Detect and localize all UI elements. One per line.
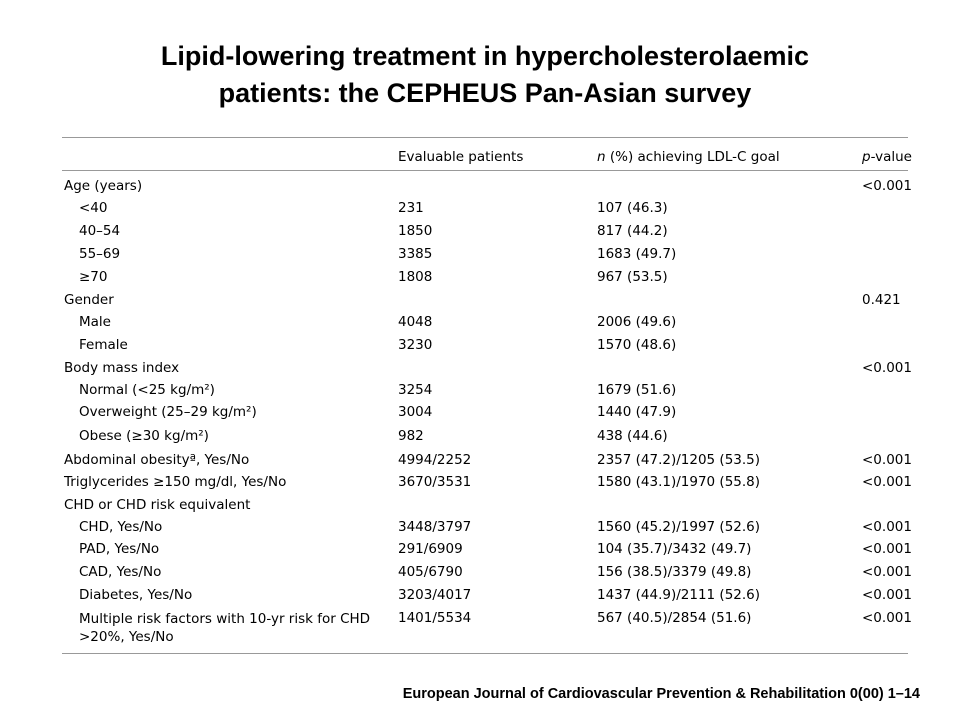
row-label: CHD, Yes/No [79,519,163,535]
row-label: Normal (<25 kg/m²) [79,382,215,398]
cell-evaluable: 3670/3531 [398,474,472,490]
header-achieving [597,149,780,165]
cell-pvalue: <0.001 [862,587,912,603]
row-label: CAD, Yes/No [79,564,162,580]
header-pvalue [862,149,912,165]
row-label: Abdominal obesityª, Yes/No [64,452,250,468]
header-achieving-rest: (%) achieving LDL-C goal [605,149,780,165]
cell-achieving: 1683 (49.7) [597,246,677,262]
cell-evaluable: 3448/3797 [398,519,472,535]
cell-achieving: 107 (46.3) [597,200,668,216]
cell-pvalue: <0.001 [862,452,912,468]
row-label: Multiple risk factors with 10-yr risk for CHD >20%, Yes/No [79,611,371,645]
header-pvalue-p: p [862,149,871,165]
row-label: 40–54 [79,223,121,239]
cell-achieving: 1580 (43.1)/1970 (55.8) [597,474,761,490]
cell-achieving: 2006 (49.6) [597,314,677,330]
cell-achieving: 438 (44.6) [597,428,668,444]
cell-achieving: 567 (40.5)/2854 (51.6) [597,610,752,626]
cell-evaluable: 1850 [398,223,433,239]
header-evaluable: Evaluable patients [398,149,524,165]
cell-pvalue: <0.001 [862,178,912,194]
row-label: Age (years) [64,178,143,194]
cell-evaluable: 3004 [398,404,433,420]
cell-achieving: 1437 (44.9)/2111 (52.6) [597,587,761,603]
row-label: Male [79,314,111,330]
cell-evaluable: 3254 [398,382,433,398]
cell-evaluable: 982 [398,428,424,444]
cell-evaluable: 1808 [398,269,433,285]
row-label: 55–69 [79,246,121,262]
row-label: Overweight (25–29 kg/m²) [79,404,257,420]
cell-pvalue: <0.001 [862,610,912,626]
cell-evaluable: 4994/2252 [398,452,472,468]
cell-achieving: 156 (38.5)/3379 (49.8) [597,564,752,580]
row-label: PAD, Yes/No [79,541,160,557]
table-header-rule [62,170,908,171]
table-bottom-rule [62,653,908,654]
row-label: ≥70 [79,269,108,285]
header-pvalue-rest: -value [870,149,912,165]
cell-evaluable: 1401/5534 [398,610,472,626]
cell-pvalue: <0.001 [862,360,912,376]
cell-achieving: 1679 (51.6) [597,382,677,398]
cell-evaluable: 4048 [398,314,433,330]
row-label: Female [79,337,128,353]
row-label: Body mass index [64,360,180,376]
row-label: Triglycerides ≥150 mg/dl, Yes/No [64,474,287,490]
cell-achieving: 817 (44.2) [597,223,668,239]
cell-evaluable: 3203/4017 [398,587,472,603]
row-label: CHD or CHD risk equivalent [64,497,251,513]
cell-pvalue: <0.001 [862,564,912,580]
cell-achieving: 104 (35.7)/3432 (49.7) [597,541,752,557]
cell-pvalue: <0.001 [862,541,912,557]
cell-achieving: 967 (53.5) [597,269,668,285]
cell-achieving: 2357 (47.2)/1205 (53.5) [597,452,761,468]
table-top-rule [62,137,908,138]
cell-achieving: 1570 (48.6) [597,337,677,353]
page-title [60,38,910,112]
row-label: Diabetes, Yes/No [79,587,193,603]
row-label: <40 [79,200,108,216]
row-label: Gender [64,292,114,308]
cell-evaluable: 405/6790 [398,564,463,580]
cell-pvalue: <0.001 [862,519,912,535]
cell-evaluable: 231 [398,200,424,216]
cell-achieving: 1440 (47.9) [597,404,677,420]
cell-achieving: 1560 (45.2)/1997 (52.6) [597,519,761,535]
title-line-1: Lipid-lowering treatment in hypercholesterolaemic [160,41,810,71]
cell-pvalue: <0.001 [862,474,912,490]
header-achieving-n: n [597,149,606,165]
cell-evaluable: 3230 [398,337,433,353]
cell-evaluable: 3385 [398,246,433,262]
row-label: Obese (≥30 kg/m²) [79,428,209,444]
journal-citation: European Journal of Cardiovascular Prevention & Rehabilitation 0(00) 1–14 [402,686,920,702]
cell-pvalue: 0.421 [862,292,901,308]
cell-evaluable: 291/6909 [398,541,463,557]
title-line-2: patients: the CEPHEUS Pan-Asian survey [218,78,752,108]
